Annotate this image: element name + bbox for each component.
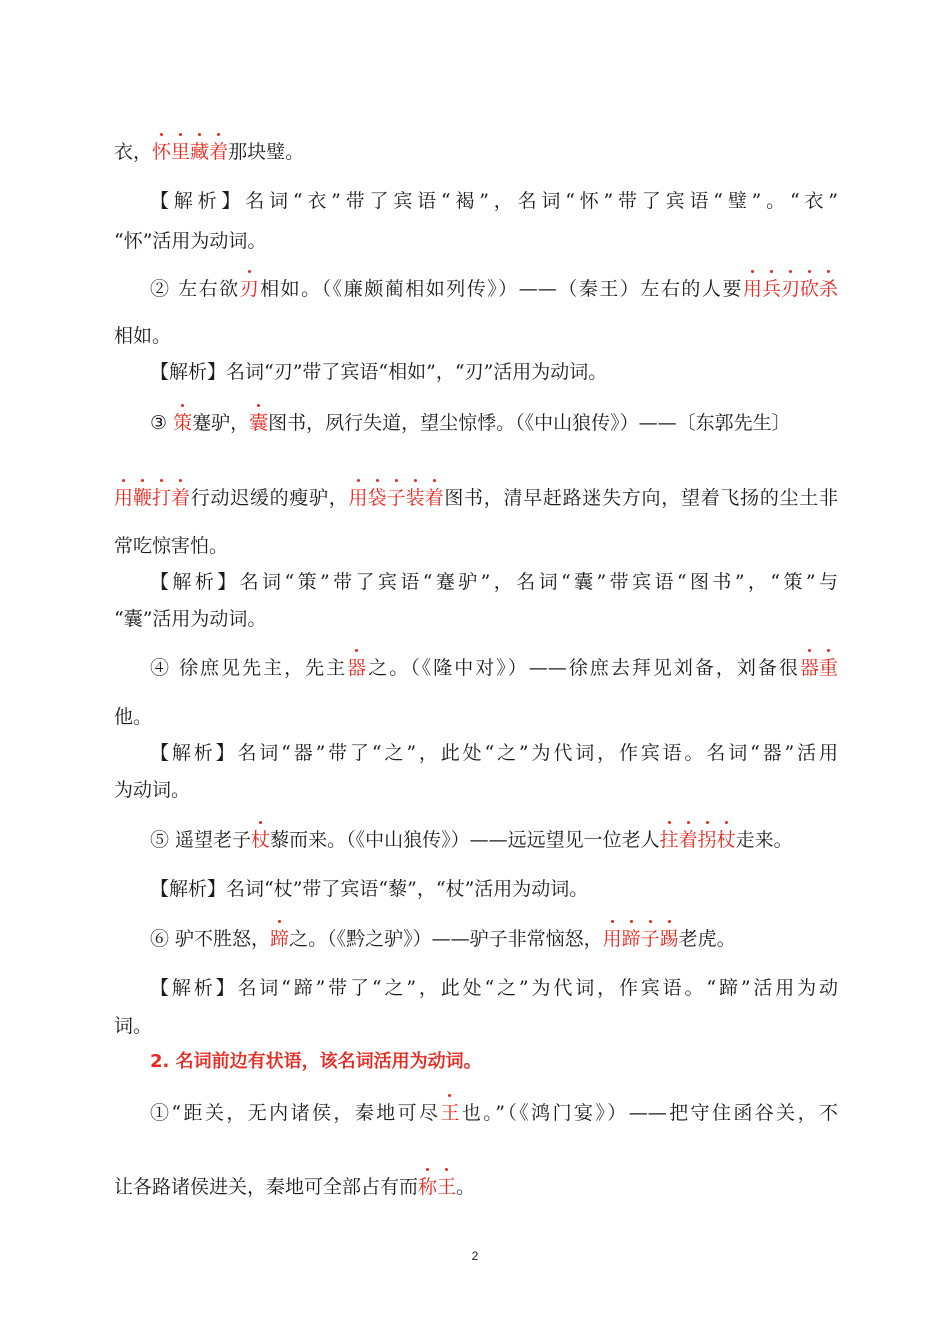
- analysis-line: 【解析】名词“刃”带了宾语“相如”，“刃”活用为动词。: [150, 361, 608, 383]
- emphasis-translation: 用鞭打着: [114, 487, 191, 509]
- section-heading: 2. 名词前边有状语，该名词活用为动词。: [150, 1051, 482, 1072]
- paragraph-line: [114, 140, 838, 164]
- analysis-line: 词。: [114, 1015, 153, 1037]
- paragraph-line: 常吃惊害怕。: [114, 535, 229, 557]
- paragraph-line: 他。: [114, 706, 153, 728]
- analysis-line: 为动词。: [114, 779, 191, 801]
- paragraph-line: 相如。: [114, 325, 172, 347]
- text: 衣，: [114, 141, 153, 163]
- example-line: ② 左右欲刃相如。（《廉颇蔺相如列传》）——（秦王）左右的人要用兵刃砍杀: [150, 278, 838, 300]
- analysis-line: 【解析】名词“杖”带了宾语“藜”，“杖”活用为动词。: [150, 878, 589, 900]
- emphasis-word: 蹄: [270, 928, 290, 950]
- example-line: ⑥ 驴不胜怒，蹄之。（《黔之驴》）——驴子非常恼怒，用蹄子踢老虎。: [150, 928, 736, 950]
- emphasis-word: 王: [440, 1102, 460, 1124]
- paragraph-line: 让各路诸侯进关，秦地可全部占有而称王。: [114, 1176, 476, 1198]
- example-line: ⑤ 遥望老子杖藜而来。（《中山狼传》）——远远望见一位老人拄着拐杖走来。: [150, 829, 793, 851]
- emphasis-word: 器: [347, 657, 367, 679]
- analysis-line: “囊”活用为动词。: [114, 608, 267, 630]
- analysis-line: 【解析】名词“蹄”带了“之”，此处“之”为代词，作宾语。“蹄”活用为动: [150, 977, 838, 999]
- emphasis-word: 囊: [249, 412, 269, 434]
- emphasis-translation: 器重: [799, 657, 838, 679]
- emphasis-word: 杖: [251, 829, 271, 851]
- emphasis-translation: 用蹄子踢: [602, 928, 679, 950]
- analysis-line: 【解析】名词“器”带了“之”，此处“之”为代词，作宾语。名词“器”活用: [150, 742, 838, 764]
- emphasis-translation: 用袋子装着: [348, 487, 444, 509]
- example-line: ④ 徐庶见先主，先主器之。（《隆中对》）——徐庶去拜见刘备，刘备很器重: [150, 657, 838, 679]
- page-number: 2: [471, 1249, 479, 1263]
- paragraph-line: 用鞭打着行动迟缓的瘦驴，用袋子装着图书，清早赶路迷失方向，望着飞扬的尘土非: [114, 487, 838, 509]
- emphasis-translation: 用兵刃砍杀: [742, 278, 838, 300]
- analysis-line: 【解析】名词“衣”带了宾语“褐”，名词“怀”带了宾语“璧”。“衣”: [150, 190, 838, 212]
- emphasis-word: 刃: [239, 278, 259, 300]
- emphasis-translation: 拄着拐杖: [659, 829, 736, 851]
- analysis-line: 【解析】名词“策”带了宾语“蹇驴”，名词“囊”带宾语“图书”，“策”与: [150, 571, 838, 593]
- emphasis-translation: 怀里藏着: [152, 141, 229, 163]
- emphasis-translation: 称王: [418, 1176, 457, 1198]
- analysis-line: “怀”活用为动词。: [114, 230, 267, 252]
- emphasis-word: 策: [173, 412, 193, 434]
- text: 那块璧。: [228, 141, 305, 163]
- example-line: ③ 策蹇驴，囊图书，夙行失道，望尘惊悸。（《中山狼传》）——〔东郭先生〕: [150, 412, 791, 434]
- example-line: ①“距关，无内诸侯，秦地可尽王也。”（《鸿门宴》）——把守住函谷关，不: [150, 1102, 838, 1124]
